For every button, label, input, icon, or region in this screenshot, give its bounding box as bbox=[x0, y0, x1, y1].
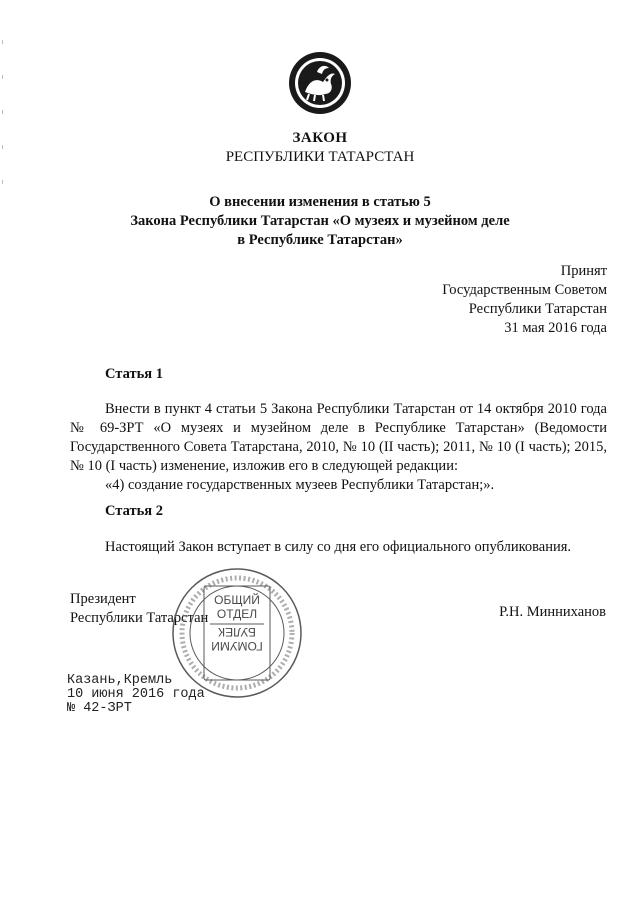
adoption-line: Государственным Советом bbox=[442, 282, 607, 298]
law-number: № 42-ЗРТ bbox=[67, 701, 132, 716]
article-1-quote: «4) создание государственных музеев Республики Татарстан;». bbox=[105, 477, 495, 493]
article-2-body: Настоящий Закон вступает в силу со дня его официального опубликования. bbox=[105, 539, 572, 555]
republic-title: РЕСПУБЛИКИ ТАТАРСТАН bbox=[225, 149, 415, 165]
margin-mark bbox=[2, 75, 3, 79]
margin-mark bbox=[2, 40, 3, 44]
signing-place: Казань,Кремль bbox=[67, 673, 173, 688]
stamp-line: ОТДЕЛ bbox=[216, 607, 258, 621]
article-2-heading: Статья 2 bbox=[105, 503, 163, 519]
law-subject bbox=[0, 193, 640, 250]
article-1-text bbox=[70, 400, 607, 495]
stamp-line: ОБЩИЙ bbox=[214, 593, 260, 607]
signatory-name: Р.Н. Минниханов bbox=[499, 604, 606, 620]
signing-date: 10 июня 2016 года bbox=[67, 687, 205, 702]
margin-mark bbox=[2, 110, 3, 114]
signing-details bbox=[67, 674, 205, 716]
stamp-line: ГОМУМИ bbox=[211, 639, 263, 653]
adoption-line: Принят bbox=[560, 263, 607, 279]
margin-mark bbox=[2, 180, 3, 184]
law-subject-line: О внесении изменения в статью 5 bbox=[209, 194, 431, 210]
adoption-line: Республики Татарстан bbox=[468, 301, 607, 317]
adoption-block bbox=[442, 262, 607, 338]
article-1-body: Внести в пункт 4 статьи 5 Закона Республики Татарстан от 14 октября 2010 года № 69-ЗРТ «О музеях и музейном деле в Республике Татарстан» (Ведомости Государственного Совета Татарстана, 2010, № 10 (II часть); 2011, № 10 (I часть); 2015, № 10 (I часть) изменение, изложив его в следующей редакции: bbox=[70, 401, 607, 474]
law-subject-line: Закона Республики Татарстан «О музеях и музейном деле bbox=[130, 213, 510, 229]
law-subject-line: в Республике Татарстан» bbox=[237, 232, 403, 248]
tatarstan-emblem-icon bbox=[287, 50, 353, 116]
article-1-heading: Статья 1 bbox=[105, 366, 163, 382]
law-title: ЗАКОН bbox=[292, 130, 348, 146]
signatory-title-line: Республики Татарстан bbox=[70, 610, 209, 626]
stamp-line: БУЛЕК bbox=[218, 625, 256, 639]
article-2-text bbox=[70, 538, 607, 557]
signatory-title-line: Президент bbox=[70, 591, 136, 607]
adoption-date: 31 мая 2016 года bbox=[504, 320, 607, 336]
